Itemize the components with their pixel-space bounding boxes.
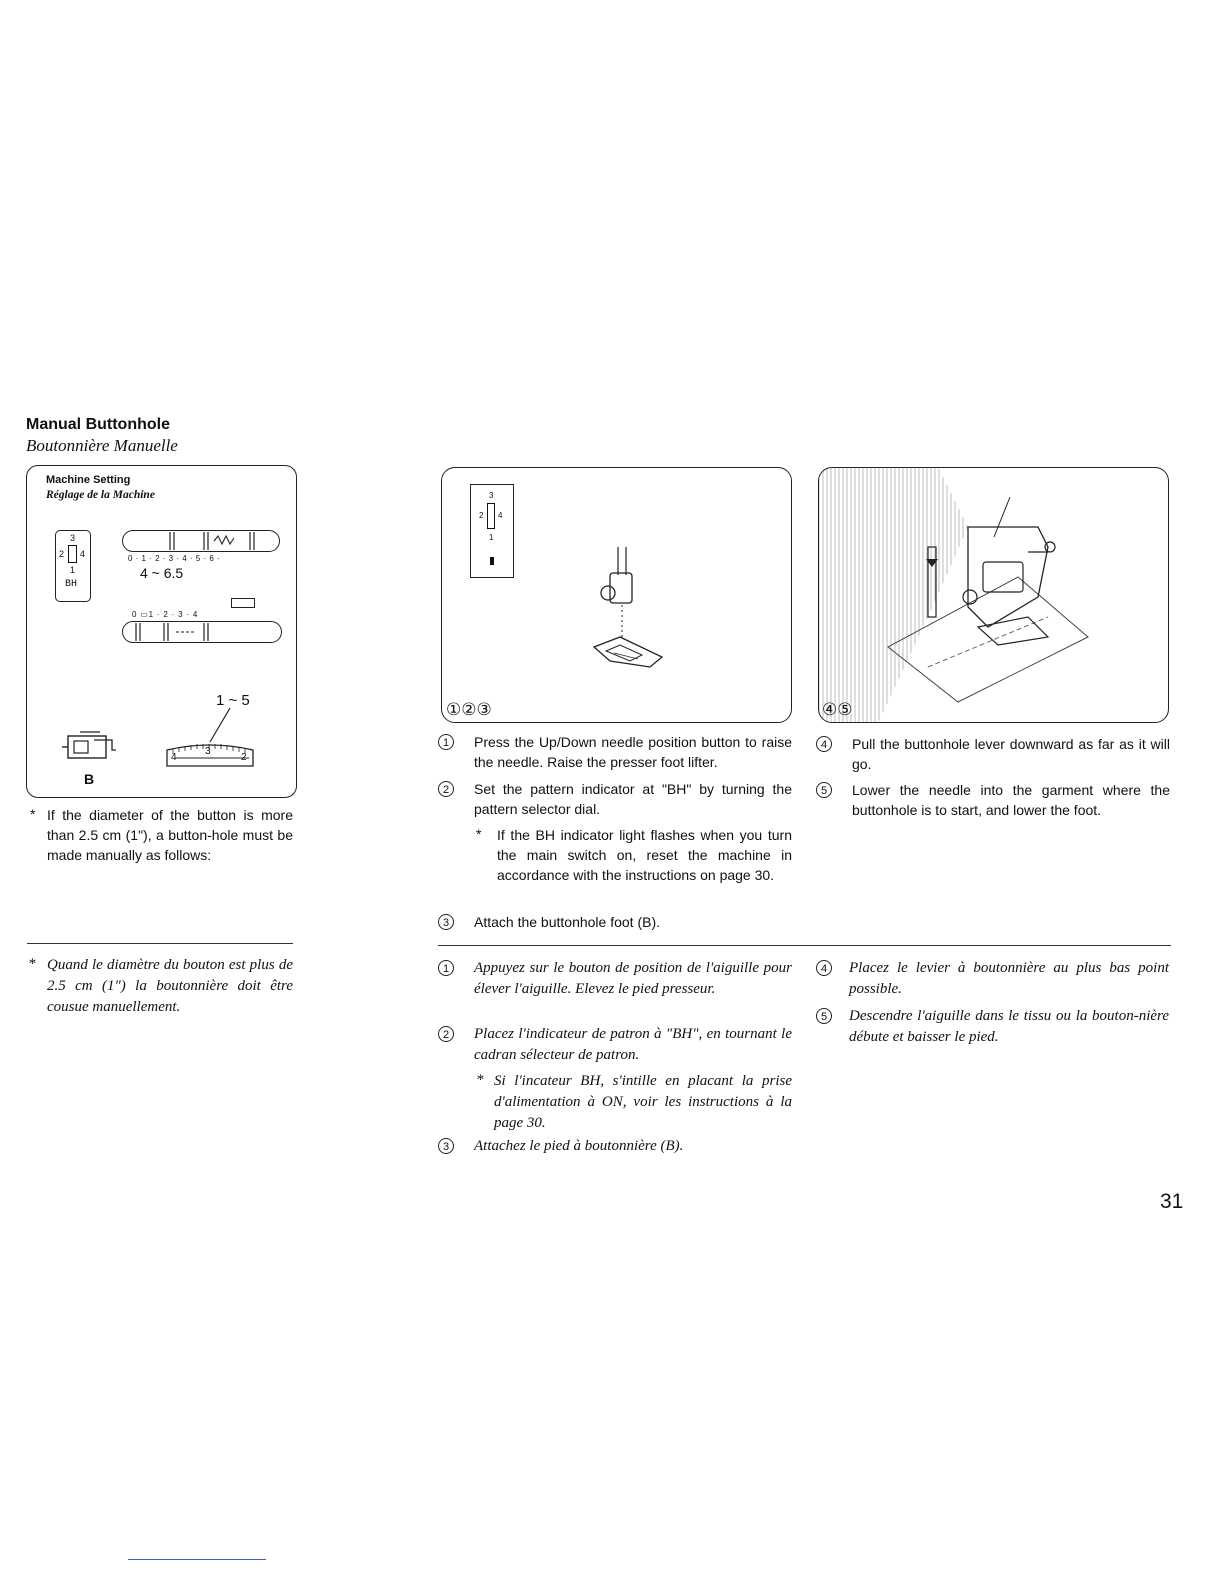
step-number-fr-5: 5: [816, 1008, 832, 1024]
indicator-left-label-2: 2: [479, 511, 484, 520]
tension-scale-4: 4: [171, 752, 177, 763]
machine-setting-label: Machine Setting: [46, 474, 131, 486]
illustration-steps-4-5: [818, 467, 1169, 723]
step-en-1: [442, 732, 792, 772]
stitch-length-dial-icon: [122, 621, 282, 643]
step-en-2: [442, 779, 792, 819]
sub-note-en: If the BH indicator light flashes when you turn the main switch on, reset the machine in accordance with the instructions on page 30.: [497, 827, 792, 883]
indicator-left-label: 2: [59, 549, 65, 559]
sub-note-fr: Si l'incateur BH, s'intille en placant la prise d'alimentation à ON, voir les instructions à la page 30.: [494, 1073, 792, 1131]
machine-setting-label-fr: Réglage de la Machine: [46, 489, 155, 501]
step-fr-5: [820, 1006, 1169, 1048]
step-fr-3: [442, 1136, 792, 1157]
indicator-right-label-2: 4: [498, 511, 503, 520]
indicator-bottom-label: 1: [70, 565, 76, 575]
page-number: 31: [1160, 1190, 1184, 1213]
indicator-top-label: 3: [70, 533, 76, 543]
divider-left: [27, 943, 293, 944]
step-text-en-1: Press the Up/Down needle position button to raise the needle. Raise the presser foot lifter.: [474, 734, 792, 770]
footer-line: [128, 1559, 266, 1560]
note-text-fr: Quand le diamètre du bouton est plus de 2.5 cm (1") la boutonnière doit être cousue manuellement.: [47, 957, 293, 1015]
buttonhole-foot-icon: [60, 730, 120, 766]
indicator-top-label-2: 3: [489, 491, 494, 500]
step-number-4: 4: [816, 736, 832, 752]
note-text-en: If the diameter of the button is more than 2.5 cm (1"), a button-hole must be made manually as follows:: [47, 807, 293, 863]
step-number-1: 1: [438, 734, 454, 750]
indicator-mode-label: BH: [65, 579, 78, 590]
buttonhole-symbol-icon: [231, 598, 255, 608]
tension-pointer-icon: [200, 706, 240, 746]
stitch-width-scale: 0 · 1 · 2 · 3 · 4 · 5 · 6 ·: [128, 554, 221, 563]
step-text-en-4: Pull the buttonhole lever downward as far as it will go.: [852, 736, 1170, 772]
step-number-fr-2: 2: [438, 1026, 454, 1042]
tension-scale-2: 2: [241, 752, 247, 763]
page-title-fr: Boutonnière Manuelle: [26, 436, 178, 455]
step-number-fr-1: 1: [438, 960, 454, 976]
sub-note-bullet-fr: *: [476, 1072, 484, 1088]
pattern-indicator-icon-2: [470, 484, 514, 578]
sub-note-bullet: *: [476, 826, 482, 842]
foot-label: B: [84, 771, 95, 787]
step-text-en-5: Lower the needle into the garment where the buttonhole is to start, and lower the foot.: [852, 782, 1170, 818]
step-fr-1: [442, 958, 792, 1000]
step-text-fr-3: Attachez le pied à boutonnière (B).: [474, 1138, 684, 1154]
step-en-4: [820, 734, 1170, 774]
step-text-fr-1: Appuyez sur le bouton de position de l'aiguille pour élever l'aiguille. Elevez le pied presseur.: [474, 960, 792, 997]
step-text-fr-2: Placez l'indicateur de patron à "BH", en tournant le cadran sélecteur de patron.: [474, 1026, 792, 1063]
steps-label-4-5: ④⑤: [822, 700, 853, 719]
step-number-2: 2: [438, 781, 454, 797]
stitch-width-value: 4 ~ 6.5: [140, 565, 184, 581]
bh-lamp-icon: [490, 557, 494, 565]
indicator-lamp-icon: [68, 545, 77, 563]
tension-scale-3: 3: [205, 746, 211, 757]
step-fr-4: [820, 958, 1169, 1000]
indicator-bottom-label-2: 1: [489, 533, 494, 542]
presser-foot-icon: [580, 545, 680, 675]
step-fr-2: [442, 1024, 792, 1066]
step-number-fr-3: 3: [438, 1138, 454, 1154]
step-text-en-3: Attach the buttonhole foot (B).: [474, 914, 661, 930]
page-title: Manual Buttonhole: [26, 416, 170, 433]
step-en-3: [442, 912, 792, 932]
step-text-fr-4: Placez le levier à boutonnière au plus bas point possible.: [849, 960, 1169, 997]
step-text-fr-5: Descendre l'aiguille dans le tissu ou la bouton-nière débute et baisser le pied.: [849, 1008, 1169, 1045]
stitch-length-scale: 0 ▭1 · 2 · 3 · 4: [132, 610, 199, 619]
steps-label-1-3: ①②③: [446, 700, 492, 719]
step-number-fr-4: 4: [816, 960, 832, 976]
tension-dial-icon: [165, 742, 255, 768]
divider-right: [438, 945, 1171, 946]
note-bullet-fr: *: [28, 956, 36, 972]
step-en-5: [820, 780, 1170, 820]
step-number-5: 5: [816, 782, 832, 798]
note-bullet: *: [30, 806, 36, 822]
stitch-width-dial-icon: [122, 530, 280, 552]
indicator-lamp-icon-2: [487, 503, 495, 529]
step-number-3: 3: [438, 914, 454, 930]
indicator-right-label: 4: [80, 549, 86, 559]
tension-value: 1 ~ 5: [216, 692, 250, 709]
step-text-en-2: Set the pattern indicator at "BH" by turning the pattern selector dial.: [474, 781, 792, 817]
pattern-indicator-icon: [55, 530, 91, 602]
